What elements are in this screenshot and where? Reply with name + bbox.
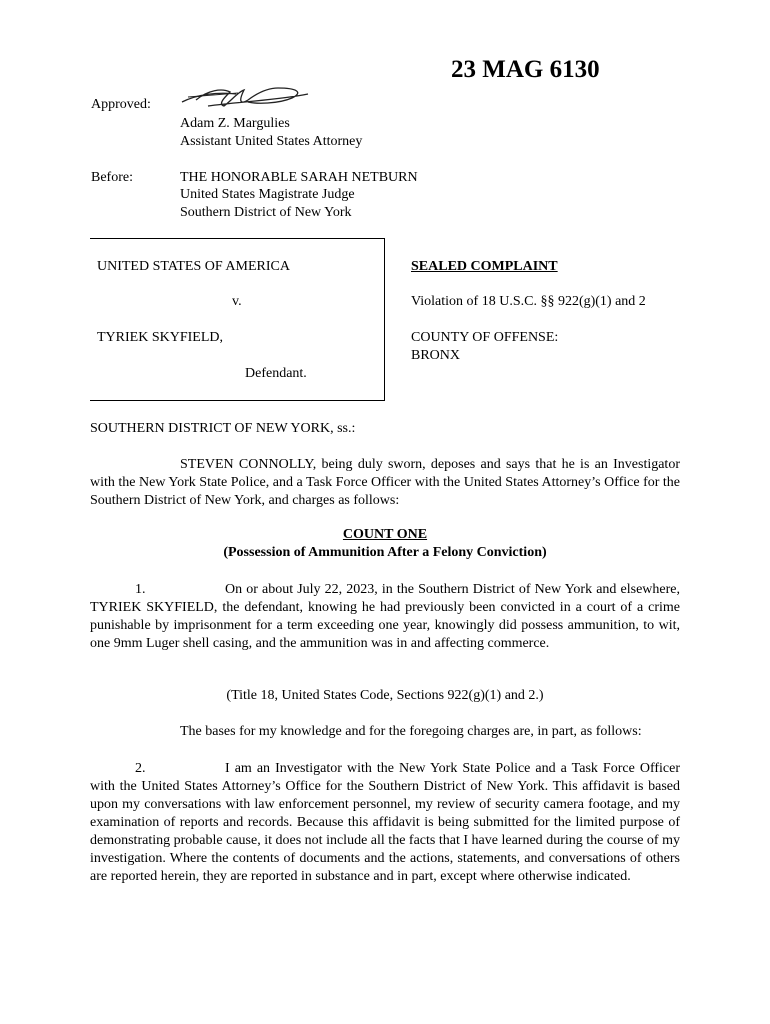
paragraph-2-text: I am an Investigator with the New York State Police and a Task Force Officer with the United States Attorney’s Office for the Southern District of New York. This affidavit is based upon my conversations with law enforcement personnel, my review of security camera footage, and my examination of reports and records. Because this affidavit is being submitted for the limited purpose of demonstrating probable cause, it does not include all the facts that I have learned during the course of my investigation. Where the contents of documents and the actions, statements, and conversations of others are reported herein, they are reported in substance and in part, except where otherwise indicated. bbox=[90, 761, 680, 884]
before-label: Before: bbox=[91, 170, 133, 185]
paragraph-2 bbox=[90, 760, 680, 886]
intro-paragraph: STEVEN CONNOLLY, being duly sworn, deposes and says that he is an Investigator with the New York State Police, and a Task Force Officer with the United States Attorney’s Office for the Southern District of New York, and charges as follows: bbox=[90, 457, 681, 508]
approved-label: Approved: bbox=[91, 97, 151, 112]
bases-statement: The bases for my knowledge and for the foregoing charges are, in part, as follows: bbox=[180, 724, 642, 739]
approver-name: Adam Z. Margulies bbox=[180, 116, 290, 131]
county-value: BRONX bbox=[411, 348, 461, 363]
document-type-heading: SEALED COMPLAINT bbox=[411, 259, 558, 274]
violation-text: Violation of 18 U.S.C. §§ 922(g)(1) and 2 bbox=[411, 294, 646, 309]
versus-text: v. bbox=[232, 294, 242, 309]
count-title bbox=[90, 527, 680, 543]
defendant-label: Defendant. bbox=[245, 366, 307, 381]
county-label: COUNTY OF OFFENSE: bbox=[411, 330, 559, 345]
paragraph-1 bbox=[90, 581, 680, 653]
statute-citation: (Title 18, United States Code, Sections 922(g)(1) and 2.) bbox=[226, 688, 544, 703]
paragraph-1-number: 1. bbox=[135, 582, 146, 597]
defendant-name: TYRIEK SKYFIELD, bbox=[97, 330, 223, 345]
plaintiff-name: UNITED STATES OF AMERICA bbox=[97, 259, 290, 274]
approver-title: Assistant United States Attorney bbox=[180, 134, 363, 149]
judge-name: THE HONORABLE SARAH NETBURN bbox=[180, 170, 418, 185]
venue-line: SOUTHERN DISTRICT OF NEW YORK, ss.: bbox=[90, 421, 356, 436]
judge-district: Southern District of New York bbox=[180, 205, 352, 220]
document-number: 23 MAG 6130 bbox=[451, 56, 600, 83]
paragraph-2-number: 2. bbox=[135, 761, 146, 776]
judge-title: United States Magistrate Judge bbox=[180, 187, 355, 202]
paragraph-1-text: On or about July 22, 2023, in the Southern District of New York and elsewhere, TYRIEK SKYFIELD, the defendant, knowing he had previously been convicted in a court of a crime punishable by imprisonment for a term exceeding one year, knowingly did possess ammunition, to wit, one 9mm Luger shell casing, and the ammunition was in and affecting commerce. bbox=[90, 582, 680, 651]
count-subtitle: (Possession of Ammunition After a Felony Conviction) bbox=[223, 545, 547, 560]
signature-image bbox=[178, 80, 318, 114]
count-title-text: COUNT ONE bbox=[342, 527, 428, 542]
